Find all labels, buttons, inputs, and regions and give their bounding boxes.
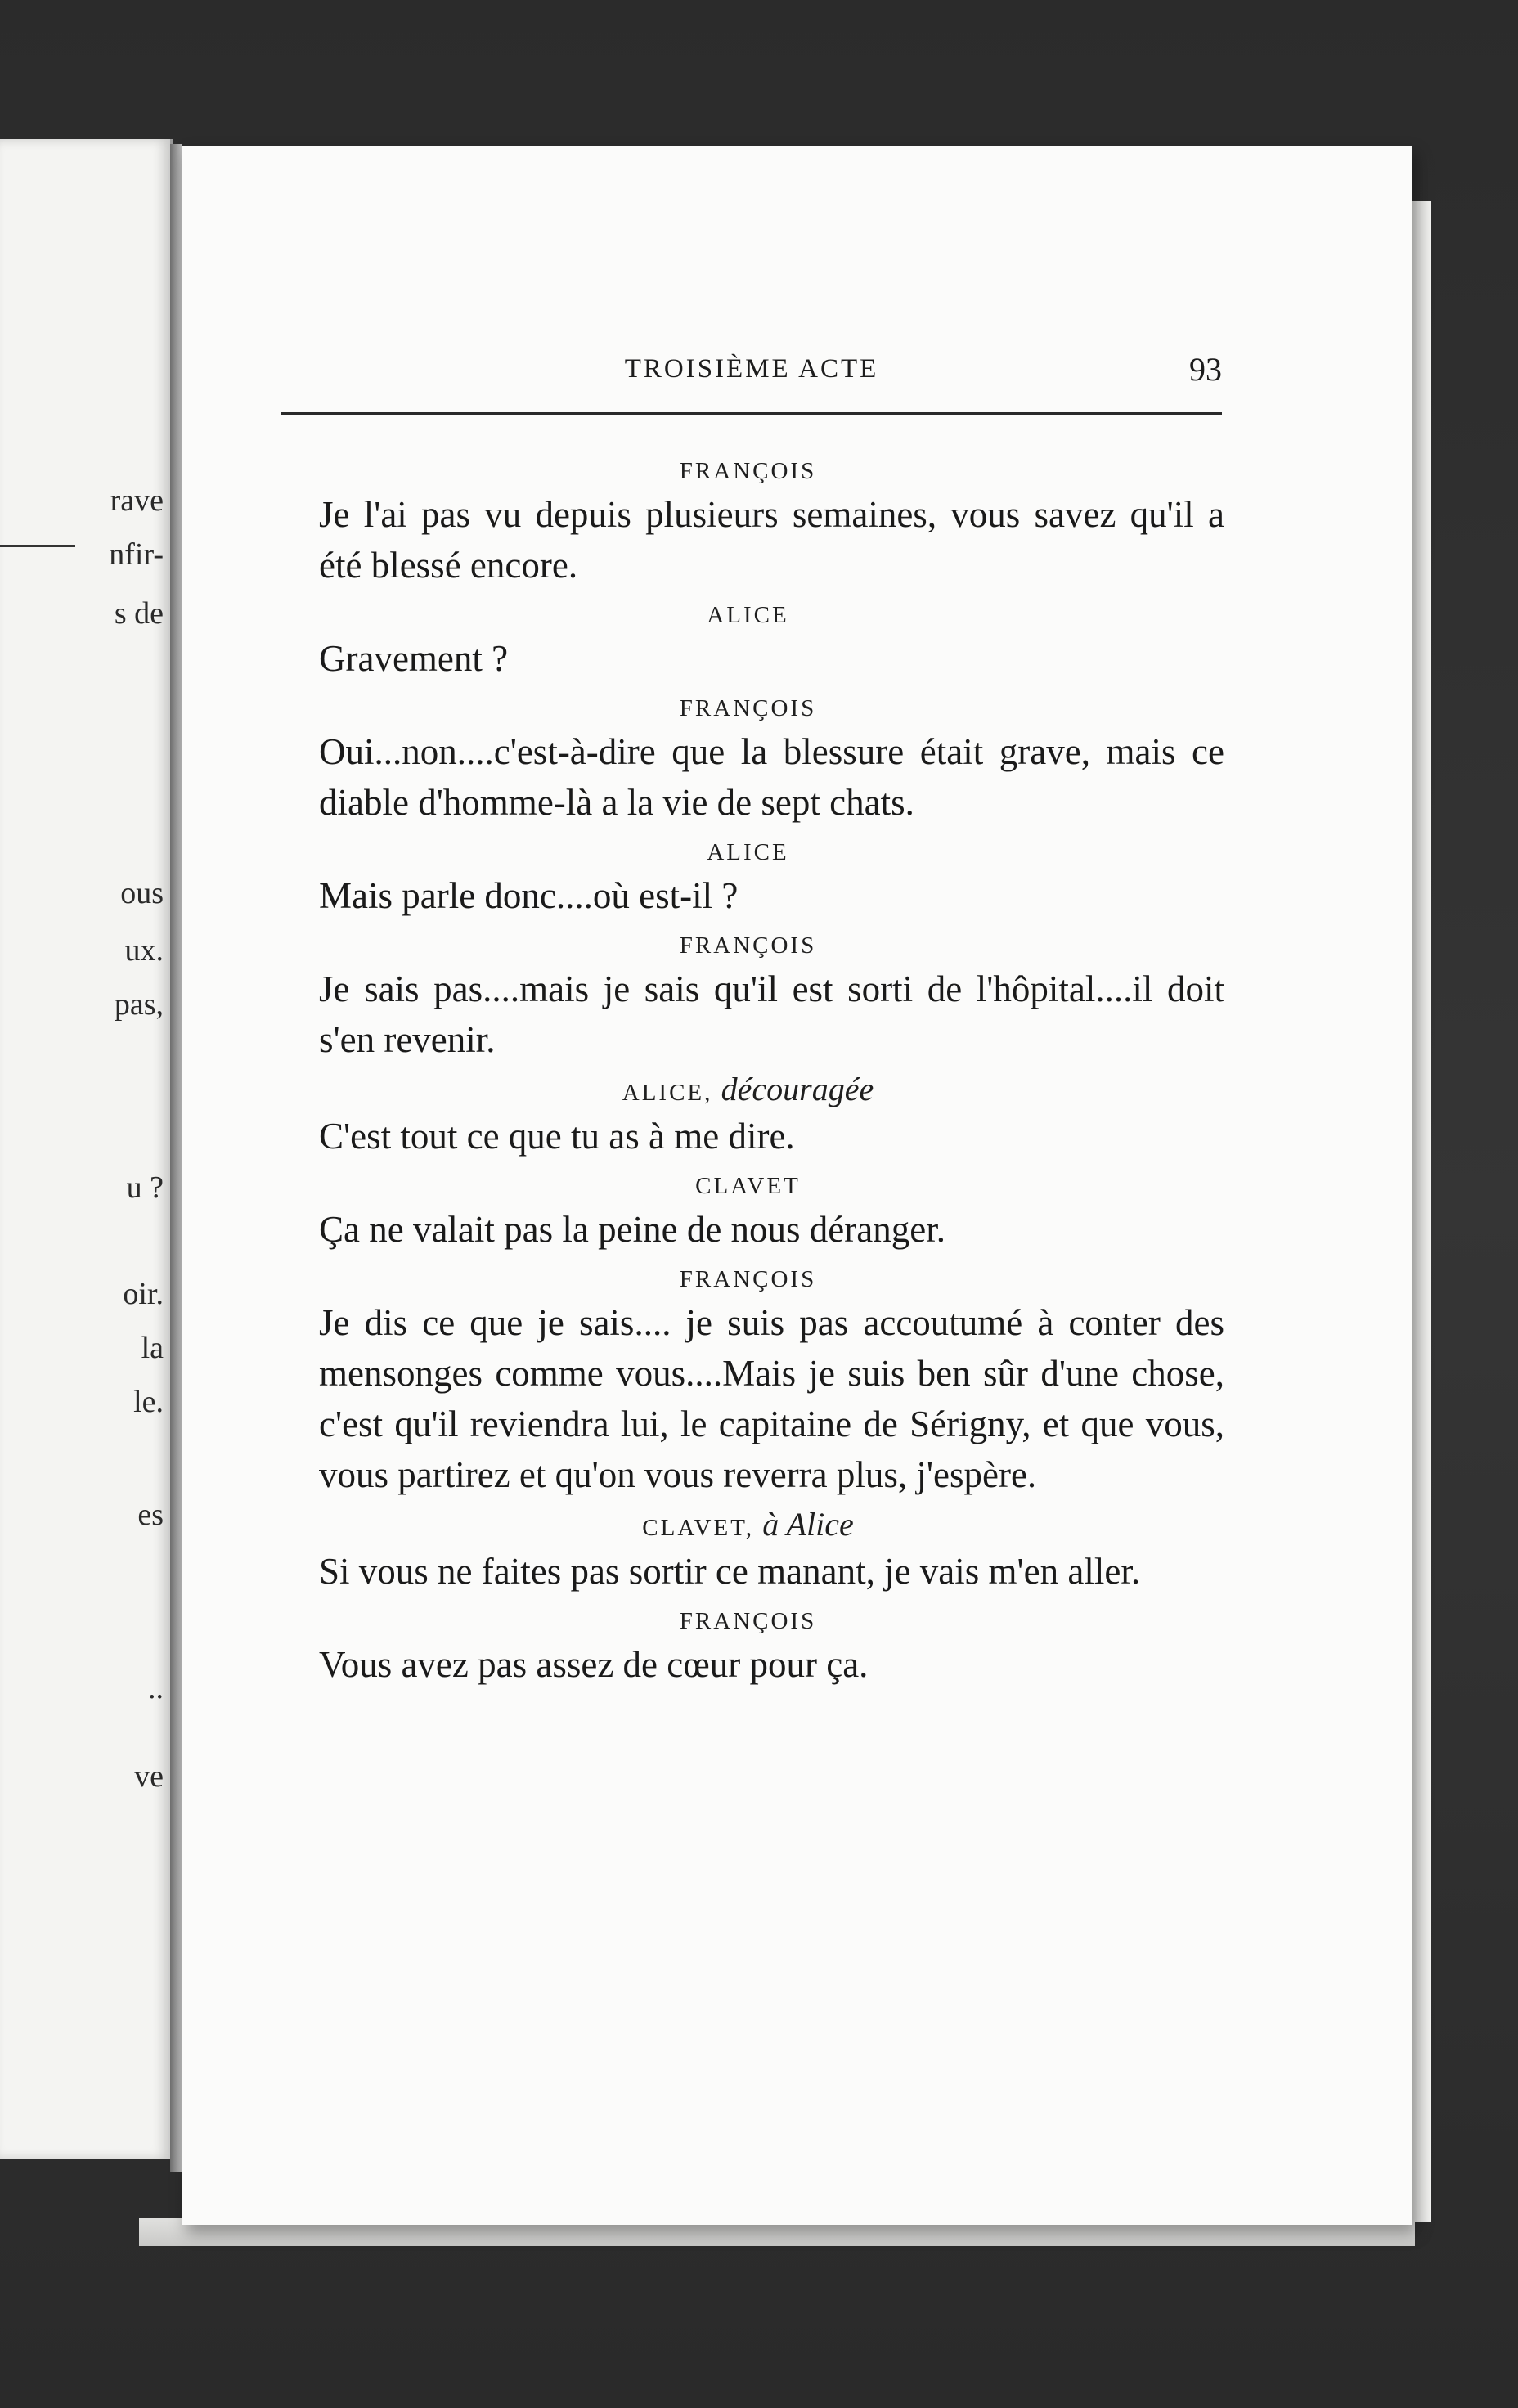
dialogue-line-text: Mais parle donc....où est-il ? — [319, 875, 739, 916]
speaker-name — [272, 1507, 1224, 1546]
book-page — [182, 146, 1412, 2225]
speaker-name — [272, 453, 1224, 489]
left-fragment: oir. — [123, 1277, 164, 1311]
dialogue-line — [272, 726, 1224, 828]
speaker-label: CLAVET — [695, 1173, 801, 1199]
left-fragment: .. — [148, 1671, 164, 1705]
speaker-name — [272, 1071, 1224, 1111]
dialogue-line — [272, 1111, 1224, 1161]
dialogue-line-text: C'est tout ce que tu as à me dire. — [319, 1116, 795, 1157]
dialogue-line-text: Je sais pas....mais je sais qu'il est sorti de l'hôpital....il doit s'en revenir. — [319, 968, 1224, 1060]
dialogue-line-text: Je dis ce que je sais.... je suis pas accoutumé à conter des mensonges comme vous....Mais je suis ben sûr d'une chose, c'est qu'il reviendra lui, le capitaine de Sérigny, et que vous, vous partirez et qu'on vous reverra plus, j'espère. — [319, 1302, 1224, 1495]
book-gutter — [170, 144, 182, 2172]
page-header — [281, 293, 1222, 391]
speaker-label: CLAVET, — [642, 1515, 755, 1541]
left-fragment: u ? — [126, 1170, 164, 1205]
left-fragment: la — [141, 1331, 164, 1365]
dialogue-line-text: Je l'ai pas vu depuis plusieurs semaines, vous savez qu'il a été blessé encore. — [319, 494, 1224, 586]
speaker-name — [272, 597, 1224, 633]
dialogue-line — [272, 964, 1224, 1065]
dialogue-text — [272, 453, 1224, 1696]
speaker-label: ALICE — [707, 839, 789, 865]
left-fragment: ous — [120, 876, 164, 910]
left-fragment: ve — [134, 1759, 164, 1794]
left-fragment: s de — [114, 596, 164, 631]
left-fragment: rave — [110, 483, 164, 518]
left-fragment: nfir- — [109, 537, 164, 572]
page-fore-edge — [1412, 201, 1431, 2222]
stage-direction: découragée — [721, 1071, 874, 1107]
dialogue-line — [272, 633, 1224, 684]
previous-page-edge — [0, 139, 173, 2159]
speaker-name — [272, 1603, 1224, 1639]
speaker-label: ALICE — [707, 602, 789, 628]
dialogue-line-text: Vous avez pas assez de cœur pour ça. — [319, 1644, 869, 1685]
speaker-label: FRANÇOIS — [679, 932, 817, 959]
left-fragment: le. — [133, 1385, 164, 1419]
dialogue-line — [272, 1204, 1224, 1255]
dialogue-line — [272, 1297, 1224, 1500]
dialogue-line-text: Gravement ? — [319, 638, 509, 679]
dialogue-line-text: Ça ne valait pas la peine de nous déranger. — [319, 1209, 945, 1250]
speaker-label: ALICE, — [622, 1080, 713, 1106]
page-number: 93 — [1189, 351, 1222, 388]
dialogue-line — [272, 1639, 1224, 1690]
speaker-label: FRANÇOIS — [679, 695, 817, 721]
dialogue-line-text: Si vous ne faites pas sortir ce manant, je vais m'en aller. — [319, 1551, 1141, 1592]
speaker-name — [272, 690, 1224, 726]
dialogue-line-text: Oui...non....c'est-à-dire que la blessure était grave, mais ce diable d'homme-là a la vie de sept chats. — [319, 731, 1224, 823]
stage-direction: à Alice — [762, 1506, 854, 1543]
dialogue-line — [272, 1546, 1224, 1597]
speaker-label: FRANÇOIS — [679, 458, 817, 484]
header-rule — [281, 412, 1222, 415]
speaker-name — [272, 928, 1224, 964]
speaker-label: FRANÇOIS — [679, 1608, 817, 1634]
speaker-name — [272, 1168, 1224, 1204]
dialogue-line — [272, 870, 1224, 921]
speaker-name — [272, 834, 1224, 870]
left-fragment: es — [137, 1498, 164, 1532]
running-head: TROISIÈME ACTE — [624, 354, 879, 384]
dialogue-line — [272, 489, 1224, 591]
left-fragment: ux. — [124, 933, 164, 968]
left-fragment: pas, — [114, 987, 164, 1022]
speaker-name — [272, 1261, 1224, 1297]
speaker-label: FRANÇOIS — [679, 1266, 817, 1292]
